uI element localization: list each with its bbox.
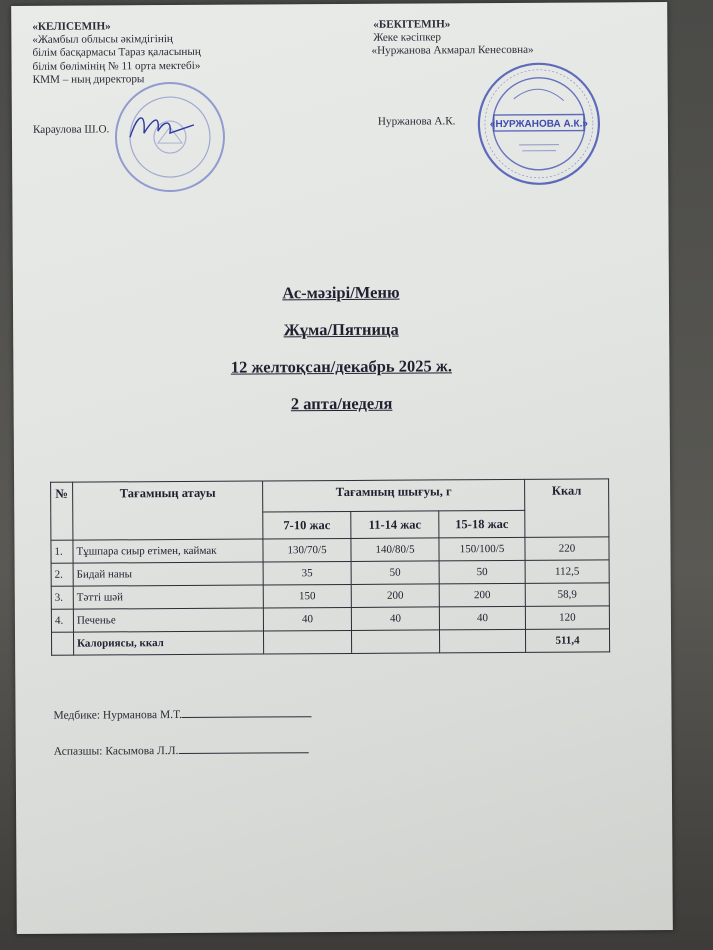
row-num: 2. — [51, 563, 73, 586]
approval-right-block — [371, 17, 651, 58]
signature-underline — [182, 706, 312, 718]
row-yield: 50 — [351, 561, 439, 585]
age-group-header: 7-10 жас — [263, 511, 351, 539]
row-yield: 140/80/5 — [351, 538, 439, 562]
row-yield: 150/100/5 — [439, 537, 525, 561]
row-num: 4. — [51, 609, 73, 632]
row-yield: 40 — [351, 607, 439, 631]
row-num: 1. — [51, 540, 73, 563]
row-kcal: 220 — [525, 537, 609, 561]
left-header-line: «Жамбыл облысы әкімдігінің — [32, 33, 173, 47]
age-group-header: 11-14 жас — [351, 511, 439, 539]
right-signatory: Нуржанова А.К. — [377, 115, 456, 128]
signature-underline — [178, 742, 308, 754]
row-name: Бидай наны — [73, 562, 263, 586]
header-name: Тағамның атауы — [73, 481, 263, 540]
row-yield: 50 — [439, 560, 525, 584]
stamp-name-text: «НУРЖАНОВА А.К.» — [489, 118, 588, 131]
table-row — [51, 537, 609, 563]
row-num: 3. — [51, 586, 73, 609]
document-page — [11, 2, 673, 934]
nurse-signature-line — [53, 706, 311, 722]
nurse-label: Медбике: Нурманова М.Т. — [53, 708, 182, 722]
table-row — [51, 583, 609, 609]
total-kcal: 511,4 — [525, 629, 609, 653]
row-name: Печенье — [73, 608, 263, 632]
header-yield: Тағамның шығуы, г — [263, 479, 525, 512]
row-yield: 40 — [439, 606, 525, 630]
cook-label: Аспазшы: Касымова Л.Л. — [53, 745, 179, 758]
row-yield: 200 — [439, 583, 525, 607]
date-title: 12 желтоқсан/декабрь 2025 ж. — [230, 356, 452, 377]
row-yield: 200 — [351, 584, 439, 608]
table-row — [51, 606, 609, 632]
row-yield: 35 — [263, 561, 351, 585]
table-row — [51, 560, 609, 586]
signature-left-icon — [124, 107, 204, 147]
left-header-line: білім басқармасы Тараз қаласының — [32, 46, 201, 60]
cook-signature-line — [54, 742, 309, 758]
total-row — [51, 629, 609, 655]
right-header-title: «БЕКІТЕМІН» — [373, 18, 451, 31]
week-title: 2 апта/неделя — [290, 393, 393, 414]
header-kcal: Ккал — [525, 479, 609, 538]
row-name: Тәтті шәй — [73, 585, 263, 609]
left-header-line: білім бөлімінің № 11 орта мектебі» — [32, 59, 201, 73]
left-header-line: КММ – ның директоры — [32, 73, 145, 86]
day-title: Жұма/Пятница — [283, 319, 399, 340]
row-yield: 150 — [263, 584, 351, 608]
right-header-line: Жеке кәсіпкер — [373, 31, 441, 45]
row-yield: 130/70/5 — [263, 538, 351, 562]
row-kcal: 112,5 — [525, 560, 609, 584]
menu-table — [50, 478, 610, 655]
header-num: № — [51, 482, 73, 540]
left-signatory: Караулова Ш.О. — [32, 123, 110, 136]
row-kcal: 120 — [525, 606, 609, 630]
row-kcal: 58,9 — [525, 583, 609, 607]
age-group-header: 15-18 жас — [439, 510, 525, 538]
document-titles — [13, 280, 670, 432]
page-title: Ас-мәзірі/Меню — [282, 282, 400, 303]
row-name: Тұшпара сиыр етімен, каймак — [73, 539, 263, 563]
total-label: Калориясы, ккал — [73, 631, 263, 655]
row-yield: 40 — [263, 607, 351, 631]
entrepreneur-seal-icon — [474, 58, 605, 189]
right-header-line: «Нуржанова Акмарал Кенесовна» — [371, 44, 534, 58]
left-header-title: «КЕЛІСЕМІН» — [32, 20, 111, 33]
